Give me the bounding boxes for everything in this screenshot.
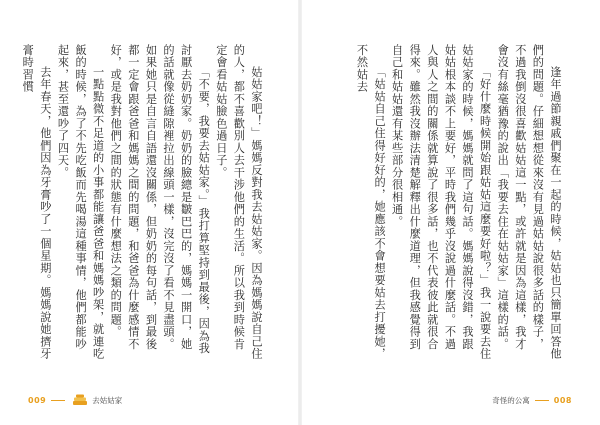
footer-divider — [535, 400, 549, 401]
page-number: 009 — [28, 395, 47, 405]
book-title: 奇怪的公寓 — [492, 395, 530, 405]
paragraph: 逢年過節親戚們聚在一起的時候，姑姑也只簡單回答他們的問題。仔細想想從來沒有見過姑姑說很多話的樣子，不過我倒沒很喜歡姑姑這一點，或許就是因為這樣，我才會沒有絲毫猶豫的說出「我要去住在姑姑家」這樣的話。 — [496, 44, 562, 361]
left-page-text — [21, 44, 265, 362]
page-number: 008 — [553, 395, 572, 405]
paragraph: 一點點微不足道的小事都能讓爸爸和媽媽吵架，就連吃飯的時候，為了不先吃飯而先喝湯這種事情，他們都能吵起來，甚至還吵了四天。 — [56, 44, 105, 361]
left-page-footer — [28, 392, 122, 408]
paragraph: 去年春天，他們因為牙膏吵了一個星期。媽媽說她擠牙膏時習慣 — [21, 44, 52, 361]
right-page-text — [332, 44, 564, 362]
book-stack-logo-icon — [72, 394, 88, 406]
paragraph: 「好什麼時候開始跟姑姑這麼要好啦？」我一說要去住姑姑家的時候，媽媽就問了這句話。媽媽說得沒錯，我跟姑姑根本談不上要好，平時我們幾乎沒說過什麼話。不過人與人之間的關係就算說了很多話，也不代表彼此就很合得來。雖然我沒辦法清楚解釋出什麼道理，但我感覺得到自己和姑姑還有某些部分很相通。 — [390, 44, 492, 361]
right-page — [300, 0, 600, 425]
paragraph: 姑姑家吧！」媽媽反對我去姑姑家。因為媽媽說自己住的人，都不喜歡別人去干涉他們的生活。所以我到時候肯定會看姑姑臉色過日子。 — [214, 44, 263, 361]
chapter-title: 去姑姑家 — [92, 395, 123, 405]
paragraph: 「姑姑自己住得好好的，她應該不會想要姑去打擾她，不然姑去 — [355, 44, 387, 361]
paragraph: 「不要，我要去姑姑家。」我打算堅持到最後，因為我討厭去奶奶家。奶奶的臉總是皺巴巴的，媽媽一開口，她的話就像從縫隙裡拉出線頭一樣，沒完沒了看不見盡頭。如果她只是自言自語還沒關係，但奶奶的每句話，到最後都一定會跟爸爸和媽媽之間的問題，和爸爸為什麼感情不好，或是我對他們之間的狀態有什麼想法之類的問題。 — [109, 44, 211, 355]
right-page-footer — [492, 392, 572, 408]
footer-divider — [51, 400, 65, 401]
